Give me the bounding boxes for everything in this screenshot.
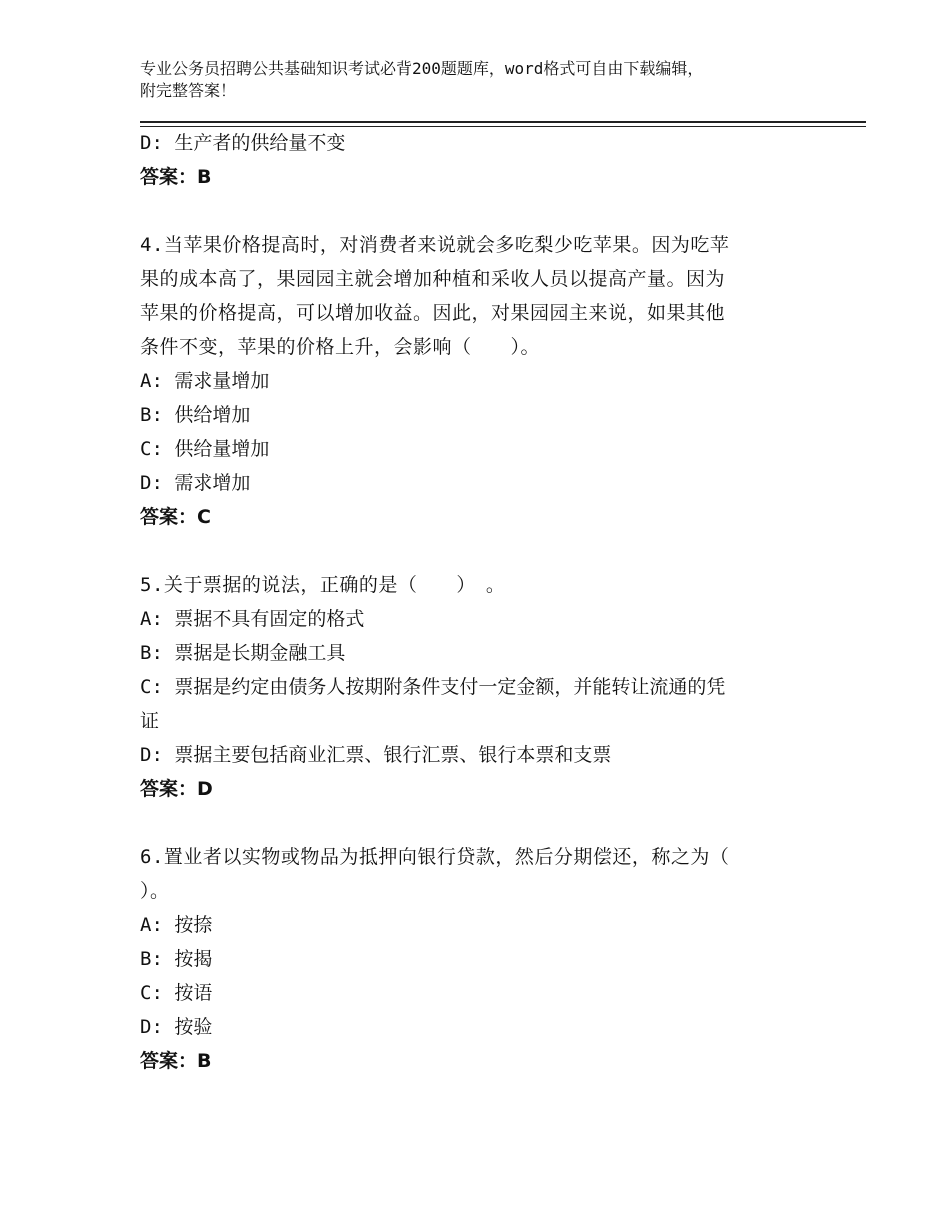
- option-b: B: 按揭: [140, 948, 213, 970]
- answer-line: 答案：B: [140, 166, 212, 188]
- question-5: [140, 568, 810, 806]
- option-c: C: 票据是约定由债务人按期附条件支付一定金额，并能转让流通的凭: [140, 676, 726, 698]
- question-text-line: 6.置业者以实物或物品为抵押向银行贷款，然后分期偿还，称之为（: [140, 846, 730, 868]
- option-d: D: 票据主要包括商业汇票、银行汇票、银行本票和支票: [140, 744, 612, 766]
- answer-line: 答案：C: [140, 506, 211, 528]
- option-b: B: 票据是长期金融工具: [140, 642, 346, 664]
- option-d: D: 需求增加: [140, 472, 251, 494]
- spacer: [140, 194, 810, 228]
- option-a: A: 按捺: [140, 914, 213, 936]
- prev-question-tail: [140, 126, 810, 194]
- option-c: C: 供给量增加: [140, 438, 270, 460]
- answer-line: 答案：B: [140, 1050, 212, 1072]
- spacer: [140, 534, 810, 568]
- question-text-line: 果的成本高了，果园园主就会增加种植和采收人员以提高产量。因为: [140, 268, 726, 290]
- question-text-line: 苹果的价格提高，可以增加收益。因此，对果园园主来说，如果其他: [140, 302, 726, 324]
- question-content: [140, 126, 810, 1078]
- header-line-2: 附完整答案！: [140, 81, 237, 100]
- option-b: B: 供给增加: [140, 404, 251, 426]
- spacer: [140, 806, 810, 840]
- question-text-line: 4.当苹果价格提高时，对消费者来说就会多吃梨少吃苹果。因为吃苹: [140, 234, 730, 256]
- question-text-line: 条件不变，苹果的价格上升，会影响（ ）。: [140, 336, 541, 358]
- option-a: A: 票据不具有固定的格式: [140, 608, 365, 630]
- header-rule-thick: [140, 121, 866, 123]
- question-6: [140, 840, 810, 1078]
- option-c: C: 按语: [140, 982, 213, 1004]
- answer-line: 答案：D: [140, 778, 213, 800]
- option-c-continued: 证: [140, 710, 160, 732]
- option-d: D: 按验: [140, 1016, 213, 1038]
- header-line-1: 专业公务员招聘公共基础知识考试必背200题题库，word格式可自由下载编辑，: [140, 59, 704, 78]
- question-4: [140, 228, 810, 534]
- option-a: A: 需求量增加: [140, 370, 270, 392]
- option-d: D: 生产者的供给量不变: [140, 132, 346, 154]
- page-header: [140, 58, 830, 102]
- question-text-line: 5.关于票据的说法，正确的是（ ） 。: [140, 574, 506, 596]
- question-text-line: ）。: [140, 880, 170, 902]
